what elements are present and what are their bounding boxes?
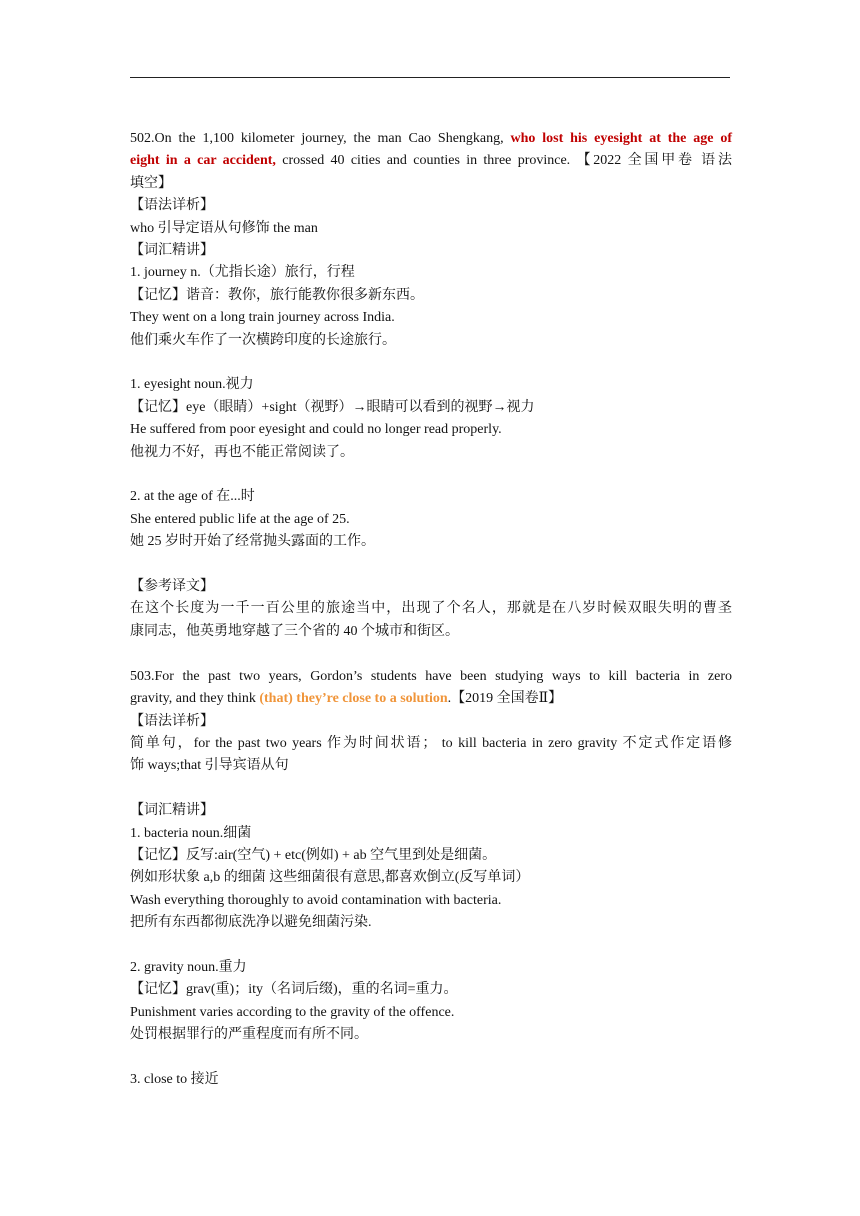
q502-sentence-line-3: 填空】 [130, 175, 172, 191]
q502-reference-line-1: 在这个长度为一千一百公里的旅途当中，出现了个名人，那就是在八岁时候双眼失明的曹圣 [130, 601, 732, 617]
spacer [130, 464, 732, 486]
spacer [130, 643, 732, 665]
q502-vocab-1-example-en: They went on a long train journey across India. [130, 310, 395, 326]
q502-grammar-heading: 【语法详析】 [130, 198, 214, 214]
q502-reference-line-2: 康同志，他英勇地穿越了三个省的 40 个城市和街区。 [130, 623, 459, 639]
q503-vocab-1-example-en: Wash everything thoroughly to avoid contamination with bacteria. [130, 892, 502, 908]
q502-vocab-2-title: 1. eyesight noun.视力 [130, 377, 254, 393]
q503-vocab-1-example-zh: 把所有东西都彻底洗净以避免细菌污染. [130, 915, 372, 931]
q503-sentence-line-2: gravity, and they think (that) they’re close to a solution.【2019 全国卷Ⅱ】 [130, 691, 563, 707]
q502-vocab-2-example-en: He suffered from poor eyesight and could no longer read properly. [130, 422, 502, 438]
q502-vocab-1-memory: 【记忆】谐音：教你，旅行能教你很多新东西。 [130, 287, 424, 303]
document-body [130, 128, 732, 1091]
q503-vocab-1-memory-2: 例如形状象 a,b 的细菌 这些细菌很有意思,都喜欢倒立(反写单词） [130, 870, 530, 886]
q503-vocab-1-memory: 【记忆】反写:air(空气) + etc(例如) + ab 空气里到处是细菌。 [130, 847, 497, 863]
q502-highlight-cont: eight in a car accident, [130, 153, 276, 169]
q502-vocab-3-example-en: She entered public life at the age of 25. [130, 511, 350, 527]
q502-highlight: who lost his eyesight at the age of [510, 131, 732, 146]
q502-vocab-3-example-zh: 她 25 岁时开始了经常抛头露面的工作。 [130, 534, 375, 550]
q502-grammar-text: who 引导定语从句修饰 the man [130, 220, 318, 236]
spacer [130, 1047, 732, 1069]
q503-grammar-heading: 【语法详析】 [130, 713, 214, 729]
spacer [130, 554, 732, 576]
q503-vocab-3-title: 3. close to 接近 [130, 1071, 219, 1087]
q503-grammar-line-2: 饰 ways;that 引导宾语从句 [130, 758, 289, 774]
q503-vocab-2-example-en: Punishment varies according to the gravity of the offence. [130, 1004, 455, 1020]
q502-reference-heading: 【参考译文】 [130, 579, 214, 595]
q502-vocab-3-title: 2. at the age of 在...时 [130, 489, 255, 505]
q503-vocab-2-title: 2. gravity noun.重力 [130, 959, 247, 975]
spacer [130, 778, 732, 800]
q502-vocab-2-example-zh: 他视力不好，再也不能正常阅读了。 [130, 444, 354, 460]
q503-vocab-heading: 【词汇精讲】 [130, 803, 214, 819]
q503-vocab-2-example-zh: 处罚根据罪行的严重程度而有所不同。 [130, 1027, 368, 1043]
q502-vocab-2-memory: 【记忆】eye（眼睛）+sight（视野）→眼睛可以看到的视野→视力 [130, 399, 535, 415]
spacer [130, 935, 732, 957]
header-rule [130, 77, 730, 78]
q502-vocab-heading: 【词汇精讲】 [130, 243, 214, 259]
q502-sentence-line-2: eight in a car accident, crossed 40 cities and counties in three province. 【2022 全国甲卷 语法 [130, 153, 732, 169]
q503-vocab-1-title: 1. bacteria noun.细菌 [130, 825, 252, 841]
q502-vocab-1-title: 1. journey n.（尤指长途）旅行，行程 [130, 265, 355, 281]
q503-grammar-line-1: 简单句，for the past two years 作为时间状语； to kill bacteria in zero gravity 不定式作定语修 [130, 735, 732, 751]
q503-highlight: (that) they’re close to a solution [259, 691, 448, 707]
q503-vocab-2-memory: 【记忆】grav(重)；ity（名词后缀)，重的名词=重力。 [130, 982, 458, 998]
q502-vocab-1-example-zh: 他们乘火车作了一次横跨印度的长途旅行。 [130, 332, 396, 348]
q503-sentence-line-1: 503.For the past two years, Gordon’s students have been studying ways to kill bacteria in zero [130, 668, 732, 684]
q502-sentence-line-1: 502.On the 1,100 kilometer journey, the man Cao Shengkang, who lost his eyesight at the age of [130, 131, 732, 146]
spacer [130, 352, 732, 374]
